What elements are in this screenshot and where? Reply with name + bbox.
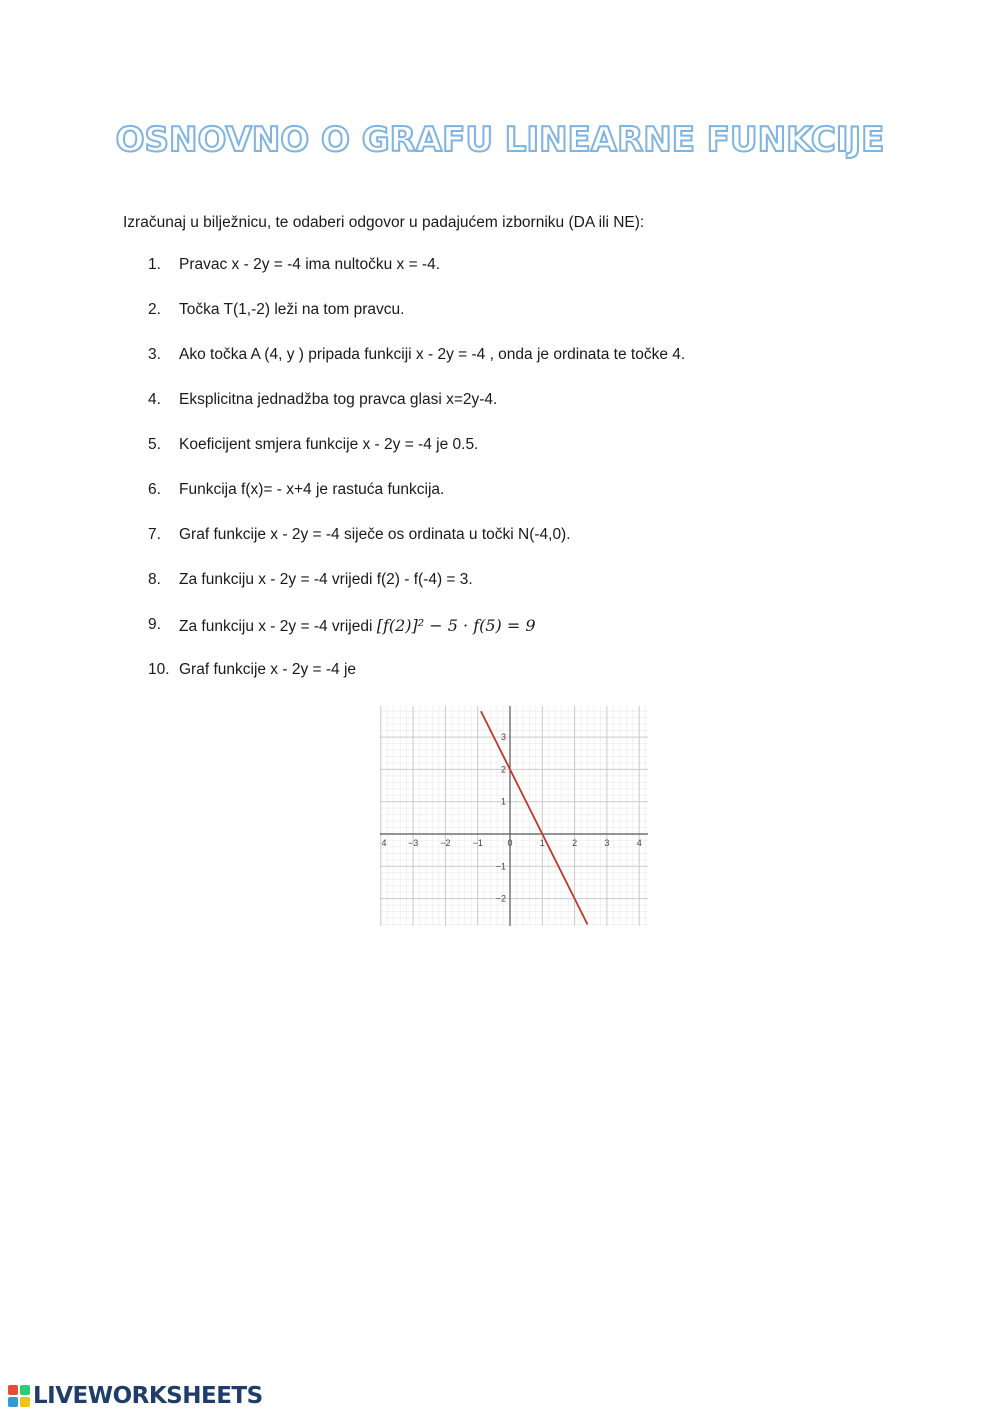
question-3 — [0, 346, 900, 370]
question-10 — [0, 661, 900, 685]
question-number: 4. — [148, 391, 161, 408]
question-number: 1. — [148, 256, 161, 273]
question-number: 5. — [148, 436, 161, 453]
x-tick-label: 4 — [636, 838, 642, 848]
question-7 — [0, 526, 900, 550]
question-number: 2. — [148, 301, 161, 318]
x-tick-label: −1 — [472, 838, 483, 848]
logo-square — [8, 1397, 18, 1407]
question-text-with-formula — [179, 616, 536, 636]
page-title: OSNOVNO O GRAFU LINEARNE FUNKCIJE — [115, 120, 885, 160]
liveworksheets-logo — [8, 1380, 263, 1412]
question-text: Funkcija f(x)= - x+4 je rastuća funkcija. — [179, 481, 445, 498]
formula: [f(2)]² − 5 · f(5) = 9 — [376, 616, 536, 635]
question-number: 8. — [148, 571, 161, 588]
question-text: Eksplicitna jednadžba tog pravca glasi x=2y-4. — [179, 391, 498, 408]
logo-square — [20, 1397, 30, 1407]
instructions: Izračunaj u bilježnicu, te odaberi odgovor u padajućem izborniku (DA ili NE): — [123, 214, 645, 231]
question-text: Pravac x - 2y = -4 ima nultočku x = -4. — [179, 256, 441, 273]
question-text: Koeficijent smjera funkcije x - 2y = -4 je 0.5. — [179, 436, 479, 453]
y-tick-label: 2 — [500, 764, 506, 775]
question-number: 10. — [148, 661, 170, 678]
question-text: Točka T(1,-2) leži na tom pravcu. — [179, 301, 405, 318]
x-tick-labels — [381, 838, 641, 848]
logo-square — [20, 1385, 30, 1395]
question-text: Graf funkcije x - 2y = -4 siječe os ordinata u točki N(-4,0). — [179, 526, 571, 543]
logo-text: LIVEWORKSHEETS — [33, 1383, 263, 1409]
x-tick-label: 2 — [572, 838, 578, 848]
question-number: 6. — [148, 481, 161, 498]
question-number: 3. — [148, 346, 161, 363]
x-tick-label: 4 — [381, 838, 387, 848]
x-tick-label: −3 — [407, 838, 419, 848]
minor-grid — [380, 706, 648, 926]
x-tick-label: 0 — [507, 838, 513, 848]
major-grid — [380, 706, 648, 926]
question-text: Ako točka A (4, y ) pripada funkciji x - 2y = -4 , onda je ordinata te točke 4. — [179, 346, 686, 363]
function-graph — [380, 706, 648, 926]
x-tick-label: 3 — [604, 838, 610, 848]
question-1 — [0, 256, 900, 280]
y-tick-label: −2 — [495, 893, 506, 904]
question-5 — [0, 436, 900, 460]
question-number: 9. — [148, 616, 161, 633]
y-tick-label: −1 — [495, 861, 506, 872]
logo-icon — [8, 1385, 30, 1407]
question-9 — [0, 616, 900, 640]
axes — [380, 706, 648, 926]
question-text: Za funkciju x - 2y = -4 vrijedi f(2) - f(-4) = 3. — [179, 571, 473, 588]
question-4 — [0, 391, 900, 415]
x-tick-label: −2 — [440, 838, 451, 848]
question-2 — [0, 301, 900, 325]
question-text: Graf funkcije x - 2y = -4 je — [179, 661, 357, 678]
y-tick-label: 1 — [500, 796, 506, 807]
y-tick-label: 3 — [500, 732, 506, 743]
x-tick-label: 1 — [539, 838, 545, 848]
question-text: Za funkciju x - 2y = -4 vrijedi — [179, 618, 377, 635]
question-number: 7. — [148, 526, 161, 543]
question-6 — [0, 481, 900, 505]
logo-square — [8, 1385, 18, 1395]
question-8 — [0, 571, 900, 595]
